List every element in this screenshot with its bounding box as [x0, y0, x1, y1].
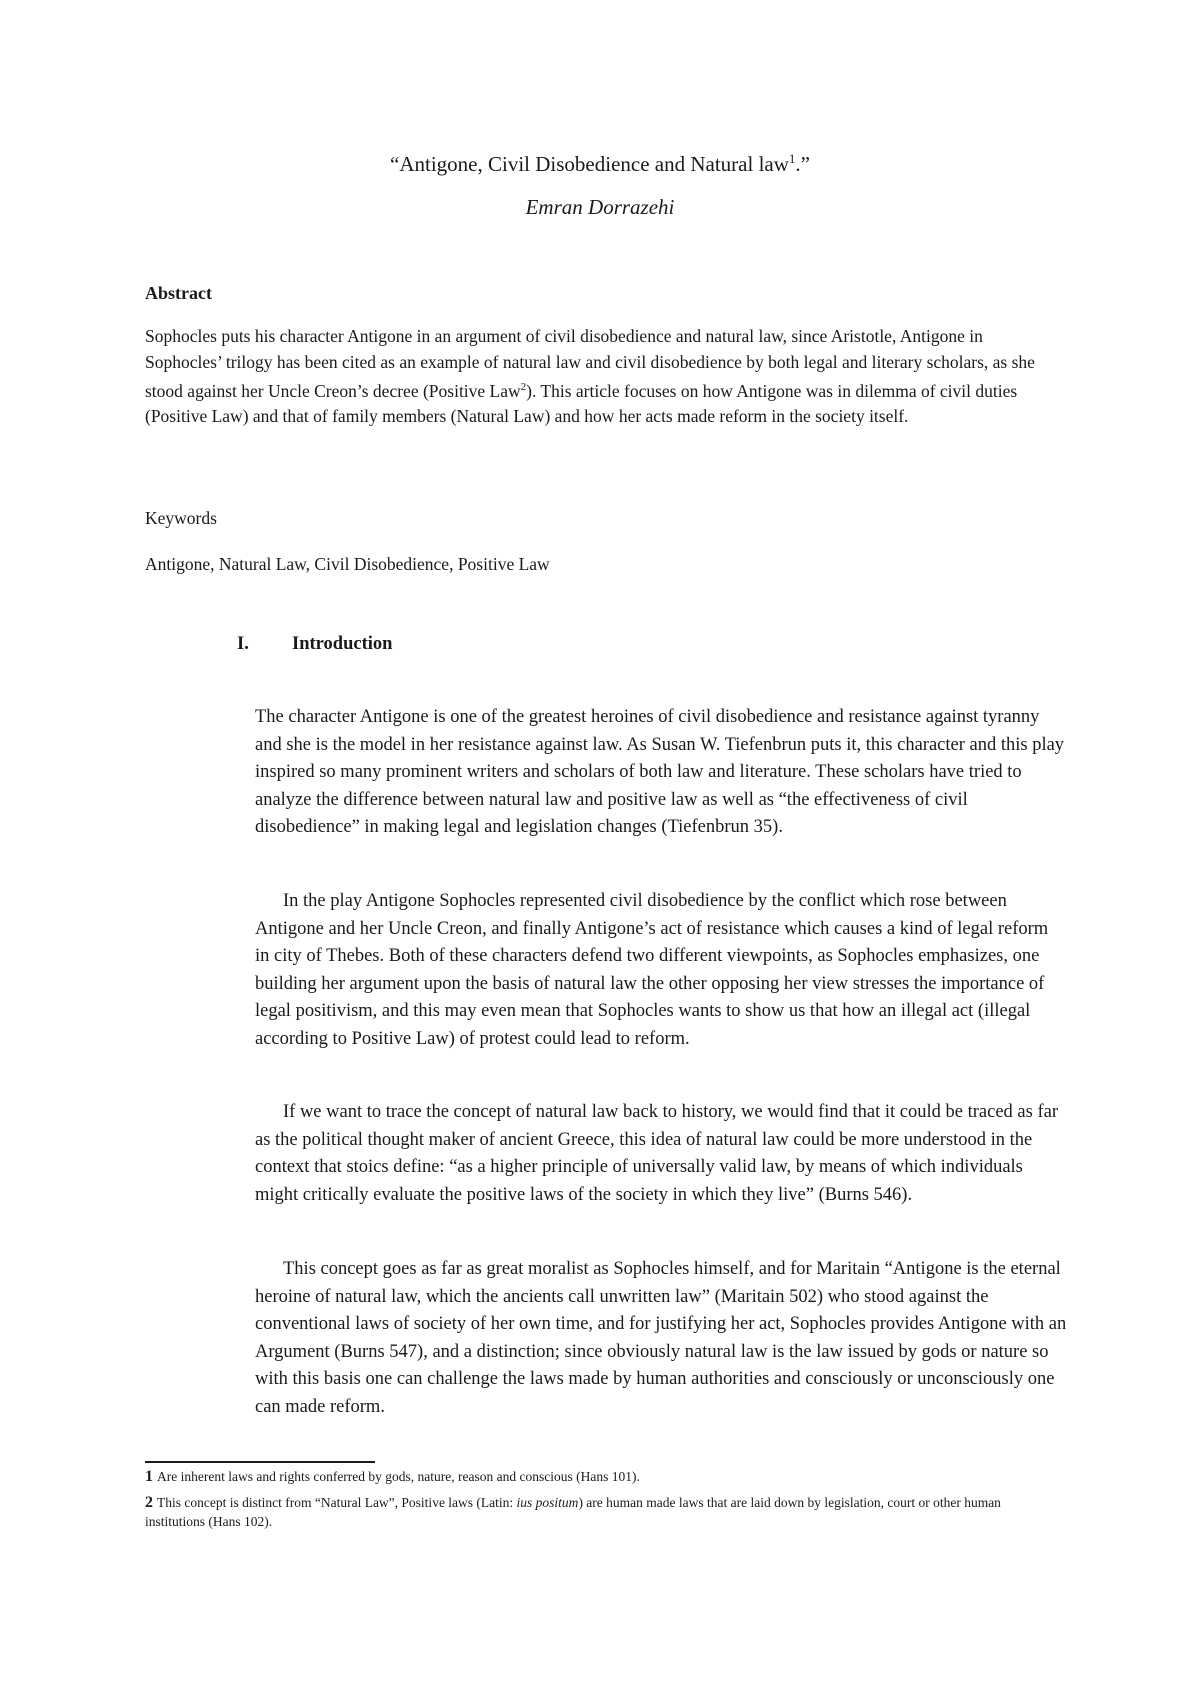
section-title: Introduction — [292, 634, 393, 654]
footnote-text-part-2: ) are human made laws that are laid down by legislation, court or other human institutions (Hans 102). — [145, 1495, 1001, 1529]
title-text: “Antigone, Civil Disobedience and Natural law — [390, 152, 789, 176]
body-paragraph-1: The character Antigone is one of the greatest heroines of civil disobedience and resistance against tyranny and she is the model in her resistance against law. As Susan W. Tiefenbrun puts it, this character and this play inspired so many prominent writers and scholars of both law and literature. These scholars have tried to analyze the difference between natural law and positive law as well as “the effectiveness of civil disobedience” in making legal and legislation changes (Tiefenbrun 35). — [255, 707, 1065, 837]
section-number: I. — [237, 634, 249, 654]
keywords-list: Antigone, Natural Law, Civil Disobedience, Positive Law — [145, 554, 550, 574]
footnote-number: 1 — [145, 1468, 153, 1485]
abstract-text-part-1: Sophocles puts his character Antigone in an argument of civil disobedience and natural law, since Aristotle, Antigone in Sophocles’ trilogy has been cited as an example of natural law and civil disobedience by both legal and literary scholars, as she stood against her Uncle Creon’s decree (Positive Law — [145, 326, 1035, 401]
footnote-text-part-1: This concept is distinct from “Natural Law”, Positive laws (Latin: — [157, 1495, 517, 1510]
body-paragraph-3: If we want to trace the concept of natural law back to history, we would find that it could be traced as far as the political thought maker of ancient Greece, this idea of natural law could be more understood in the context that stoics define: “as a higher principle of universally valid law, by means of which individuals might critically evaluate the positive laws of the society in which they live” (Burns 546). — [255, 1102, 1058, 1205]
body-paragraph-2: In the play Antigone Sophocles represented civil disobedience by the conflict which rose between Antigone and her Uncle Creon, and finally Antigone’s act of resistance which causes a kind of legal reform in city of Thebes. Both of these characters defend two different viewpoints, as Sophocles emphasizes, one building her argument upon the basis of natural law the other opposing her view stresses the importance of legal positivism, and this may even mean that Sophocles wants to show us that how an illegal act (illegal according to Positive Law) of protest could lead to reform. — [255, 891, 1049, 1049]
footnote-text: Are inherent laws and rights conferred by gods, nature, reason and conscious (Hans 101). — [157, 1469, 640, 1484]
title-footnote-ref[interactable]: 1 — [788, 151, 796, 166]
body-paragraph-4: This concept goes as far as great moralist as Sophocles himself, and for Maritain “Antigone is the eternal heroine of natural law, which the ancients call unwritten law” (Maritain 502) who stood against the conventional laws of society of her own time, and for justifying her act, Sophocles provides Antigone with an Argument (Burns 547), and a distinction; since obviously natural law is the law issued by gods or nature so with this basis one can challenge the laws made by human authorities and consciously or unconsciously one can made reform. — [255, 1259, 1067, 1417]
keywords-heading: Keywords — [145, 508, 217, 528]
title-end: .” — [795, 152, 810, 176]
footnote-1 — [145, 1467, 1060, 1486]
abstract-text — [145, 324, 1060, 430]
footnote-separator — [145, 1461, 375, 1463]
abstract-footnote-ref[interactable]: 2 — [520, 381, 527, 393]
footnote-number: 2 — [145, 1494, 153, 1511]
author-name: Emran Dorrazehi — [525, 195, 675, 219]
section-heading-introduction — [237, 631, 392, 657]
paper-title — [0, 144, 1200, 179]
abstract-heading: Abstract — [145, 283, 212, 303]
footnote-2 — [145, 1493, 1060, 1531]
footnote-italic-term: ius positum — [516, 1495, 579, 1510]
abstract-text-part-2: ). This article focuses on how Antigone was in dilemma of civil duties (Positive Law) and that of family members (Natural Law) and how her acts made reform in the society itself. — [145, 380, 1018, 427]
